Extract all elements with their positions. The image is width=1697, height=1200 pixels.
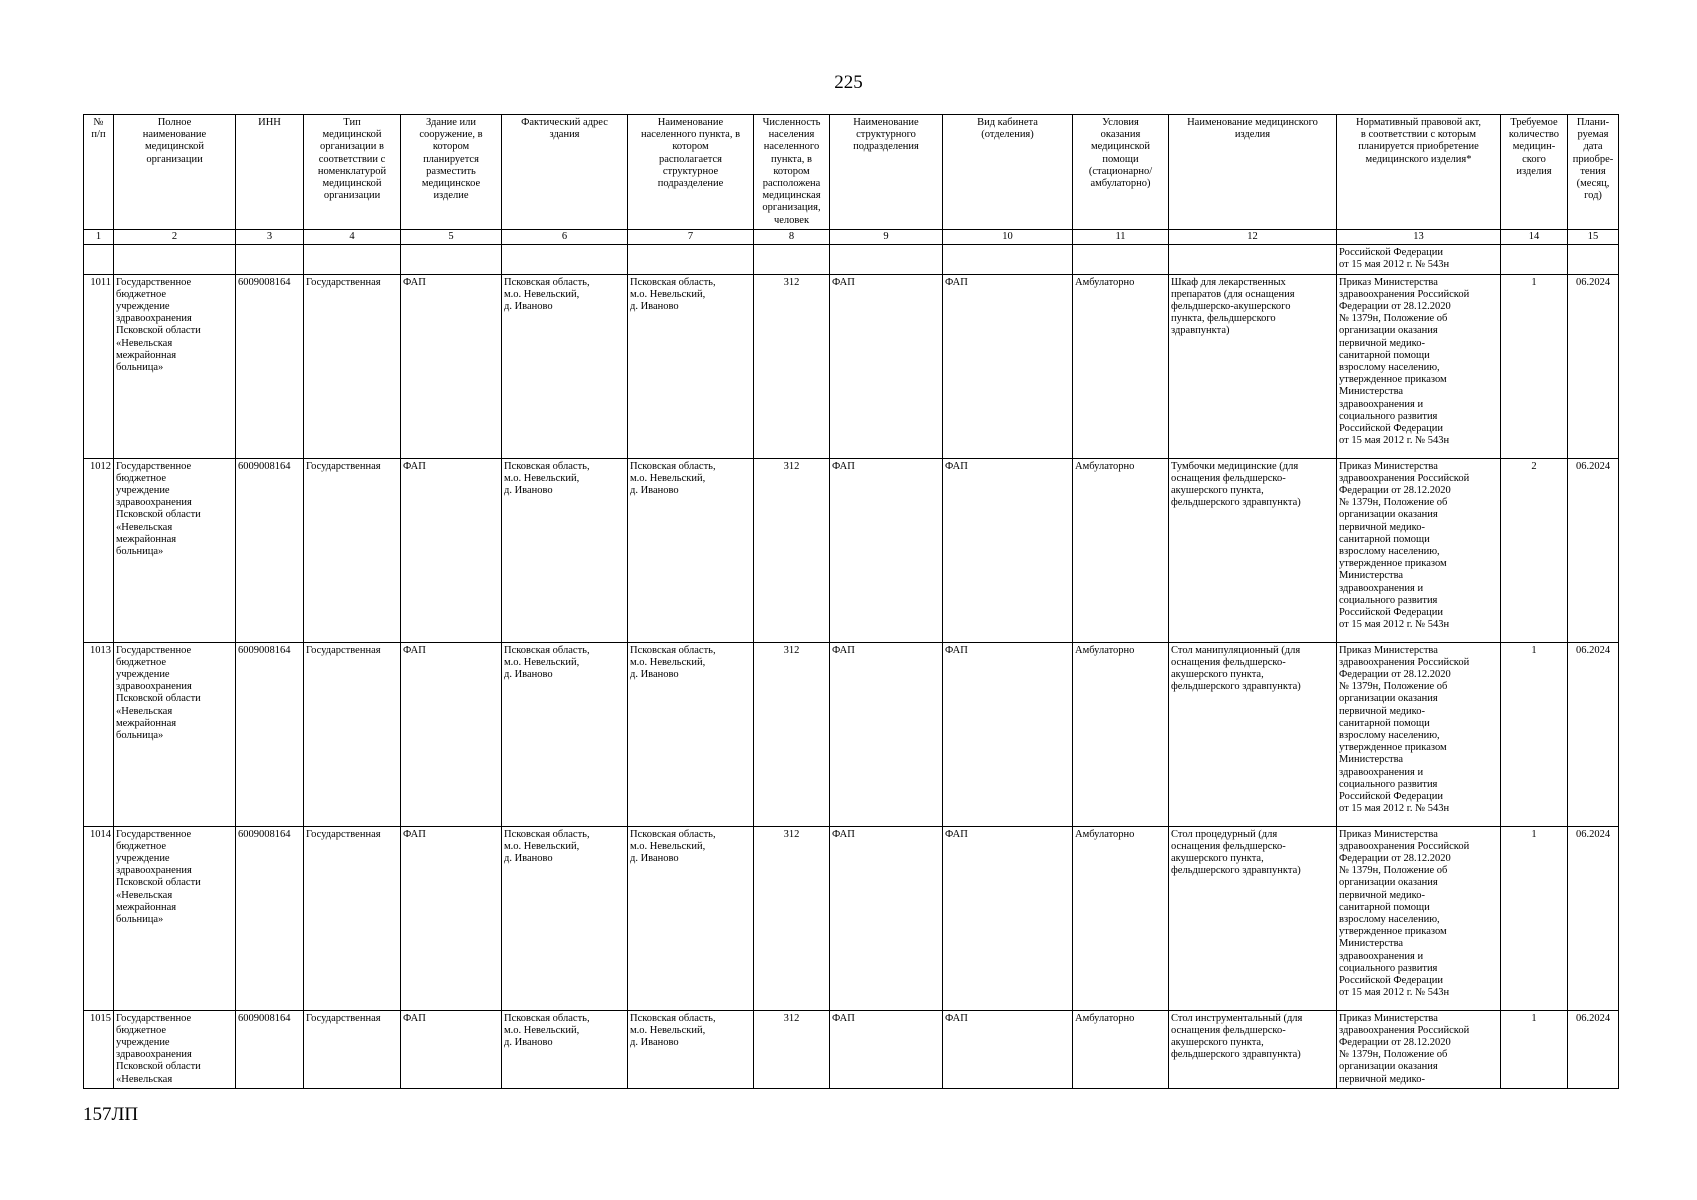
column-number: 10	[943, 230, 1073, 245]
inn-value: 6009008164	[236, 826, 304, 1010]
inn-value: 6009008164	[236, 274, 304, 458]
actual-address: Псковская область, м.о. Невельский, д. Иваново	[502, 1010, 628, 1088]
empty-cell	[502, 245, 628, 274]
column-number: 9	[830, 230, 943, 245]
building-value: ФАП	[401, 642, 502, 826]
column-number-row	[84, 230, 1619, 245]
inn-value: 6009008164	[236, 642, 304, 826]
table-row	[84, 826, 1619, 1010]
header-act: Нормативный правовой акт, в соответствии с которым планируется приобретение медицинского изделия*	[1337, 115, 1501, 230]
header-cabinet: Вид кабинета (отделения)	[943, 115, 1073, 230]
population-value: 312	[754, 642, 830, 826]
legal-act: Приказ Министерства здравоохранения Российской Федерации от 28.12.2020 № 1379н, Положение об организации оказания первичной медико-	[1337, 1010, 1501, 1088]
required-quantity: 1	[1501, 1010, 1568, 1088]
column-number: 4	[304, 230, 401, 245]
organization-name: Государственное бюджетное учреждение здравоохранения Псковской области «Невельская	[114, 1010, 236, 1088]
column-number: 15	[1568, 230, 1619, 245]
cabinet-type: ФАП	[943, 274, 1073, 458]
required-quantity: 1	[1501, 826, 1568, 1010]
device-name: Стол процедурный (для оснащения фельдшерско- акушерского пункта, фельдшерского здравпункта)	[1169, 826, 1337, 1010]
legal-act: Приказ Министерства здравоохранения Российской Федерации от 28.12.2020 № 1379н, Положение об организации оказания первичной медико- санитарной помощи взрослому населению, утвержденное приказом Министерства здравоохранения и социального развития Российской Федерации от 15 мая 2012 г. № 543н	[1337, 274, 1501, 458]
empty-cell	[84, 245, 114, 274]
table-header-row	[84, 115, 1619, 230]
data-rows	[84, 274, 1619, 1088]
header-device: Наименование медицинского изделия	[1169, 115, 1337, 230]
organization-type: Государственная	[304, 458, 401, 642]
header-address: Фактический адрес здания	[502, 115, 628, 230]
settlement-name: Псковская область, м.о. Невельский, д. Иваново	[628, 1010, 754, 1088]
row-number: 1011	[84, 274, 114, 458]
header-quantity: Требуемое количество медицин- ского изделия	[1501, 115, 1568, 230]
care-conditions: Амбулаторно	[1073, 642, 1169, 826]
organization-type: Государственная	[304, 642, 401, 826]
empty-cell	[1568, 245, 1619, 274]
empty-cell	[1169, 245, 1337, 274]
organization-name: Государственное бюджетное учреждение здравоохранения Псковской области «Невельская межрайонная больница»	[114, 274, 236, 458]
footer-code: 157ЛП	[83, 1104, 139, 1125]
header-inn: ИНН	[236, 115, 304, 230]
cabinet-type: ФАП	[943, 826, 1073, 1010]
header-num: № п/п	[84, 115, 114, 230]
empty-cell	[830, 245, 943, 274]
building-value: ФАП	[401, 826, 502, 1010]
structural-unit: ФАП	[830, 274, 943, 458]
organization-type: Государственная	[304, 274, 401, 458]
table-row	[84, 1010, 1619, 1088]
header-type: Тип медицинской организации в соответствии с номенклатурой медицинской организации	[304, 115, 401, 230]
organization-type: Государственная	[304, 826, 401, 1010]
actual-address: Псковская область, м.о. Невельский, д. Иваново	[502, 458, 628, 642]
device-name: Стол инструментальный (для оснащения фельдшерско- акушерского пункта, фельдшерского здравпункта)	[1169, 1010, 1337, 1088]
structural-unit: ФАП	[830, 642, 943, 826]
actual-address: Псковская область, м.о. Невельский, д. Иваново	[502, 274, 628, 458]
required-quantity: 1	[1501, 642, 1568, 826]
legal-act: Приказ Министерства здравоохранения Российской Федерации от 28.12.2020 № 1379н, Положение об организации оказания первичной медико- санитарной помощи взрослому населению, утвержденное приказом Министерства здравоохранения и социального развития Российской Федерации от 15 мая 2012 г. № 543н	[1337, 642, 1501, 826]
structural-unit: ФАП	[830, 458, 943, 642]
row-number: 1013	[84, 642, 114, 826]
empty-cell	[401, 245, 502, 274]
settlement-name: Псковская область, м.о. Невельский, д. Иваново	[628, 274, 754, 458]
header-population: Численность населения населенного пункта, в котором расположена медицинская организация, человек	[754, 115, 830, 230]
care-conditions: Амбулаторно	[1073, 1010, 1169, 1088]
legal-act: Приказ Министерства здравоохранения Российской Федерации от 28.12.2020 № 1379н, Положение об организации оказания первичной медико- санитарной помощи взрослому населению, утвержденное приказом Министерства здравоохранения и социального развития Российской Федерации от 15 мая 2012 г. № 543н	[1337, 458, 1501, 642]
planned-date: 06.2024	[1568, 826, 1619, 1010]
care-conditions: Амбулаторно	[1073, 458, 1169, 642]
column-number: 6	[502, 230, 628, 245]
inn-value: 6009008164	[236, 1010, 304, 1088]
cabinet-type: ФАП	[943, 642, 1073, 826]
inn-value: 6009008164	[236, 458, 304, 642]
empty-cell	[304, 245, 401, 274]
device-name: Шкаф для лекарственных препаратов (для оснащения фельдшерско-акушерского пункта, фельдшерского здравпункта)	[1169, 274, 1337, 458]
continuation-act: Российской Федерации от 15 мая 2012 г. № 543н	[1337, 245, 1501, 274]
care-conditions: Амбулаторно	[1073, 826, 1169, 1010]
required-quantity: 2	[1501, 458, 1568, 642]
organization-type: Государственная	[304, 1010, 401, 1088]
device-name: Тумбочки медицинские (для оснащения фельдшерско- акушерского пункта, фельдшерского здравпункта)	[1169, 458, 1337, 642]
actual-address: Псковская область, м.о. Невельский, д. Иваново	[502, 642, 628, 826]
column-number: 8	[754, 230, 830, 245]
planned-date: 06.2024	[1568, 274, 1619, 458]
table-row	[84, 458, 1619, 642]
population-value: 312	[754, 826, 830, 1010]
organization-name: Государственное бюджетное учреждение здравоохранения Псковской области «Невельская межрайонная больница»	[114, 458, 236, 642]
settlement-name: Псковская область, м.о. Невельский, д. Иваново	[628, 826, 754, 1010]
cabinet-type: ФАП	[943, 1010, 1073, 1088]
settlement-name: Псковская область, м.о. Невельский, д. Иваново	[628, 642, 754, 826]
planned-date: 06.2024	[1568, 458, 1619, 642]
page-number: 225	[834, 72, 863, 93]
header-settlement: Наименование населенного пункта, в котором располагается структурное подразделение	[628, 115, 754, 230]
care-conditions: Амбулаторно	[1073, 274, 1169, 458]
table-row	[84, 274, 1619, 458]
header-date: Плани- руемая дата приобре- тения (месяц, год)	[1568, 115, 1619, 230]
table-row	[84, 642, 1619, 826]
organization-name: Государственное бюджетное учреждение здравоохранения Псковской области «Невельская межрайонная больница»	[114, 826, 236, 1010]
row-number: 1015	[84, 1010, 114, 1088]
header-unit: Наименование структурного подразделения	[830, 115, 943, 230]
organization-name: Государственное бюджетное учреждение здравоохранения Псковской области «Невельская межрайонная больница»	[114, 642, 236, 826]
settlement-name: Псковская область, м.о. Невельский, д. Иваново	[628, 458, 754, 642]
building-value: ФАП	[401, 1010, 502, 1088]
empty-cell	[1501, 245, 1568, 274]
row-number: 1012	[84, 458, 114, 642]
building-value: ФАП	[401, 274, 502, 458]
header-org: Полное наименование медицинской организации	[114, 115, 236, 230]
column-number: 5	[401, 230, 502, 245]
legal-act: Приказ Министерства здравоохранения Российской Федерации от 28.12.2020 № 1379н, Положение об организации оказания первичной медико- санитарной помощи взрослому населению, утвержденное приказом Министерства здравоохранения и социального развития Российской Федерации от 15 мая 2012 г. № 543н	[1337, 826, 1501, 1010]
row-number: 1014	[84, 826, 114, 1010]
column-number: 13	[1337, 230, 1501, 245]
empty-cell	[114, 245, 236, 274]
empty-cell	[754, 245, 830, 274]
cabinet-type: ФАП	[943, 458, 1073, 642]
column-number: 7	[628, 230, 754, 245]
column-number: 3	[236, 230, 304, 245]
planned-date: 06.2024	[1568, 1010, 1619, 1088]
column-number: 2	[114, 230, 236, 245]
empty-cell	[628, 245, 754, 274]
header-building: Здание или сооружение, в котором планируется разместить медицинское изделие	[401, 115, 502, 230]
empty-cell	[943, 245, 1073, 274]
population-value: 312	[754, 274, 830, 458]
column-number: 11	[1073, 230, 1169, 245]
population-value: 312	[754, 458, 830, 642]
medical-devices-table	[83, 114, 1619, 1089]
column-number: 14	[1501, 230, 1568, 245]
header-conditions: Условия оказания медицинской помощи (стационарно/ амбулаторно)	[1073, 115, 1169, 230]
device-name: Стол манипуляционный (для оснащения фельдшерско- акушерского пункта, фельдшерского здравпункта)	[1169, 642, 1337, 826]
required-quantity: 1	[1501, 274, 1568, 458]
structural-unit: ФАП	[830, 1010, 943, 1088]
column-number: 12	[1169, 230, 1337, 245]
structural-unit: ФАП	[830, 826, 943, 1010]
planned-date: 06.2024	[1568, 642, 1619, 826]
continuation-row	[84, 245, 1619, 274]
column-number: 1	[84, 230, 114, 245]
actual-address: Псковская область, м.о. Невельский, д. Иваново	[502, 826, 628, 1010]
population-value: 312	[754, 1010, 830, 1088]
empty-cell	[236, 245, 304, 274]
empty-cell	[1073, 245, 1169, 274]
building-value: ФАП	[401, 458, 502, 642]
